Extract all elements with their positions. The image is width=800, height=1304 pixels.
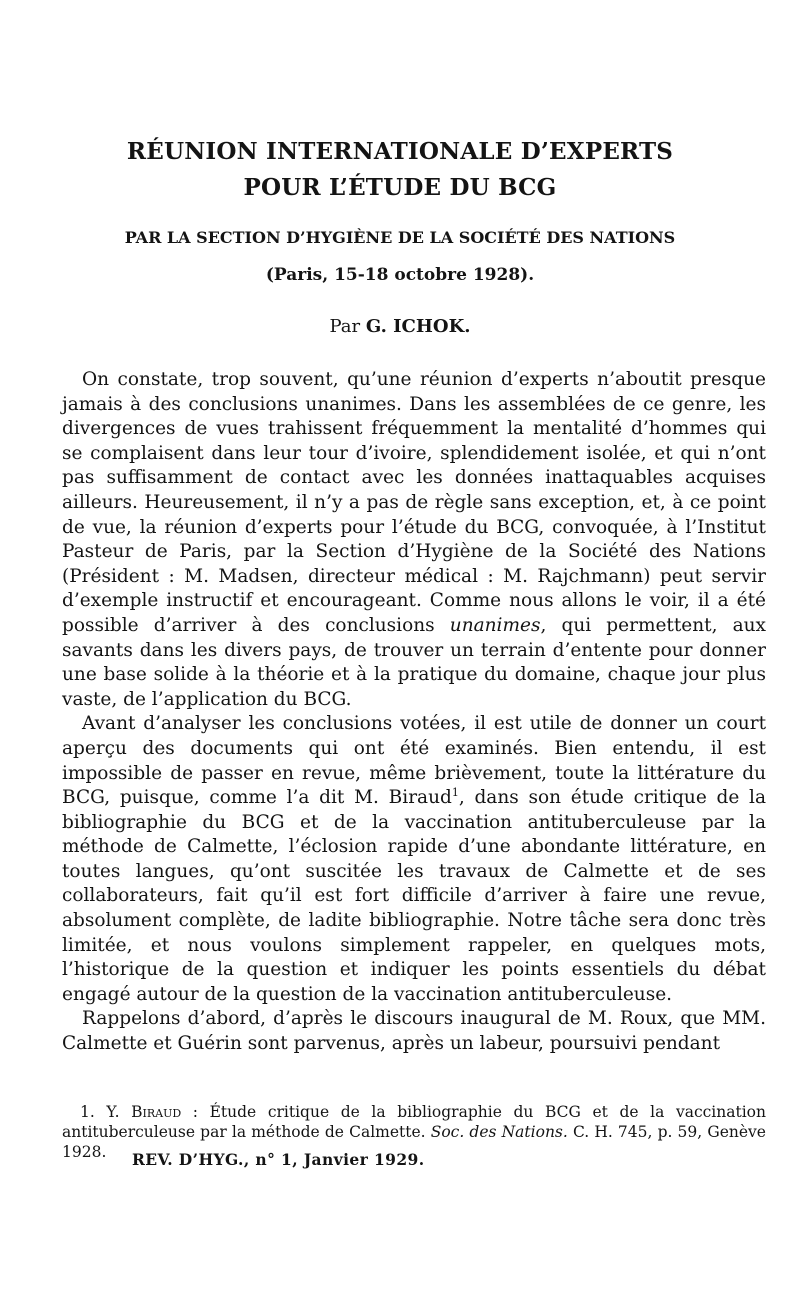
author-name: G. ICHOK. [365, 316, 471, 337]
footnote-text: : Étude critique de la bibliographie du BCG et de la vaccination antituberculeuse par la méthode de Calmette. [62, 1103, 766, 1141]
paragraph-2-text: Avant d’analyser les conclusions votées, il est utile de donner un court aperçu des documents qui ont été examinés. Bien entendu, il est impossible de passer en revue, même brièvement, toute la littérature du BCG, puisque, comme l’a dit M. Biraud [62, 713, 766, 809]
paragraph-2 [62, 712, 766, 1007]
article-body [62, 368, 766, 1057]
meeting-place-date: (Paris, 15-18 octobre 1928). [265, 265, 535, 285]
author-prefix: Par [329, 316, 361, 337]
running-head: REV. D’HYG., n° 1, Janvier 1929. [132, 1150, 425, 1169]
article-subtitle: PAR LA SECTION D’HYGIÈNE DE LA SOCIÉTÉ DES NATIONS [124, 228, 676, 247]
paragraph-2-end: , dans son étude critique de la bibliographie du BCG et de la vaccination antituberculeuse par la méthode de Calmette, l’éclosion rapide d’une abondante littérature, en toutes langues, qu’ont suscitée les travaux de Calmette et de ses collaborateurs, fait qu’il est fort difficile d’arriver à faire une revue, absolument complète, de ladite bibliographie. Notre tâche sera donc très limitée, et nous voulons simplement rappeler, en quelques mots, l’historique de la question et indiquer les points essentiels du débat engagé autour de la question de la vaccination antituberculeuse. [62, 787, 766, 1005]
footnote-author: Y. Biraud [106, 1103, 182, 1121]
footnote-source: Soc. des Nations. [430, 1123, 568, 1141]
footnote-ref: C. H. 745, p. 59, Genève 1928. [62, 1123, 766, 1161]
emphasis-unanimes: unanimes [449, 614, 541, 636]
article-title-line-2: POUR L’ÉTUDE DU BCG [243, 174, 557, 201]
author-line [0, 316, 800, 337]
footnote-number: 1. [80, 1103, 95, 1121]
paragraph-1-end: , qui permettent, aux savants dans les divers pays, de trouver un terrain d’entente pour donner une base solide à la théorie et à la pratique du domaine, chaque jour plus vaste, de l’application du BCG. [62, 614, 766, 710]
paragraph-1 [62, 368, 766, 712]
paragraph-3: Rappelons d’abord, d’après le discours inaugural de M. Roux, que MM. Calmette et Guérin sont parvenus, après un labeur, poursuivi pendant [62, 1008, 766, 1055]
paragraph-1-text: On constate, trop souvent, qu’une réunion d’experts n’aboutit presque jamais à des conclusions unanimes. Dans les assemblées de ce genre, les divergences de vues trahissent fréquemment la mentalité d’hommes qui se complaisent dans leur tour d’ivoire, splendidement isolée, et qui n’ont pas suffisamment de contact avec les données inattaquables acquises ailleurs. Heureusement, il n’y a pas de règle sans exception, et, à ce point de vue, la réunion d’experts pour l’étude du BCG, convoquée, à l’Institut Pasteur de Paris, par la Section d’Hygiène de la Société des Nations (Président : M. Madsen, directeur médical : M. Rajchmann) peut servir d’exemple instructif et encourageant. Comme nous allons le voir, il a été possible d’arriver à des conclusions [62, 369, 766, 636]
article-title-line-1: RÉUNION INTERNATIONALE D’EXPERTS [126, 138, 674, 165]
footnote-reference: 1 [451, 785, 459, 799]
